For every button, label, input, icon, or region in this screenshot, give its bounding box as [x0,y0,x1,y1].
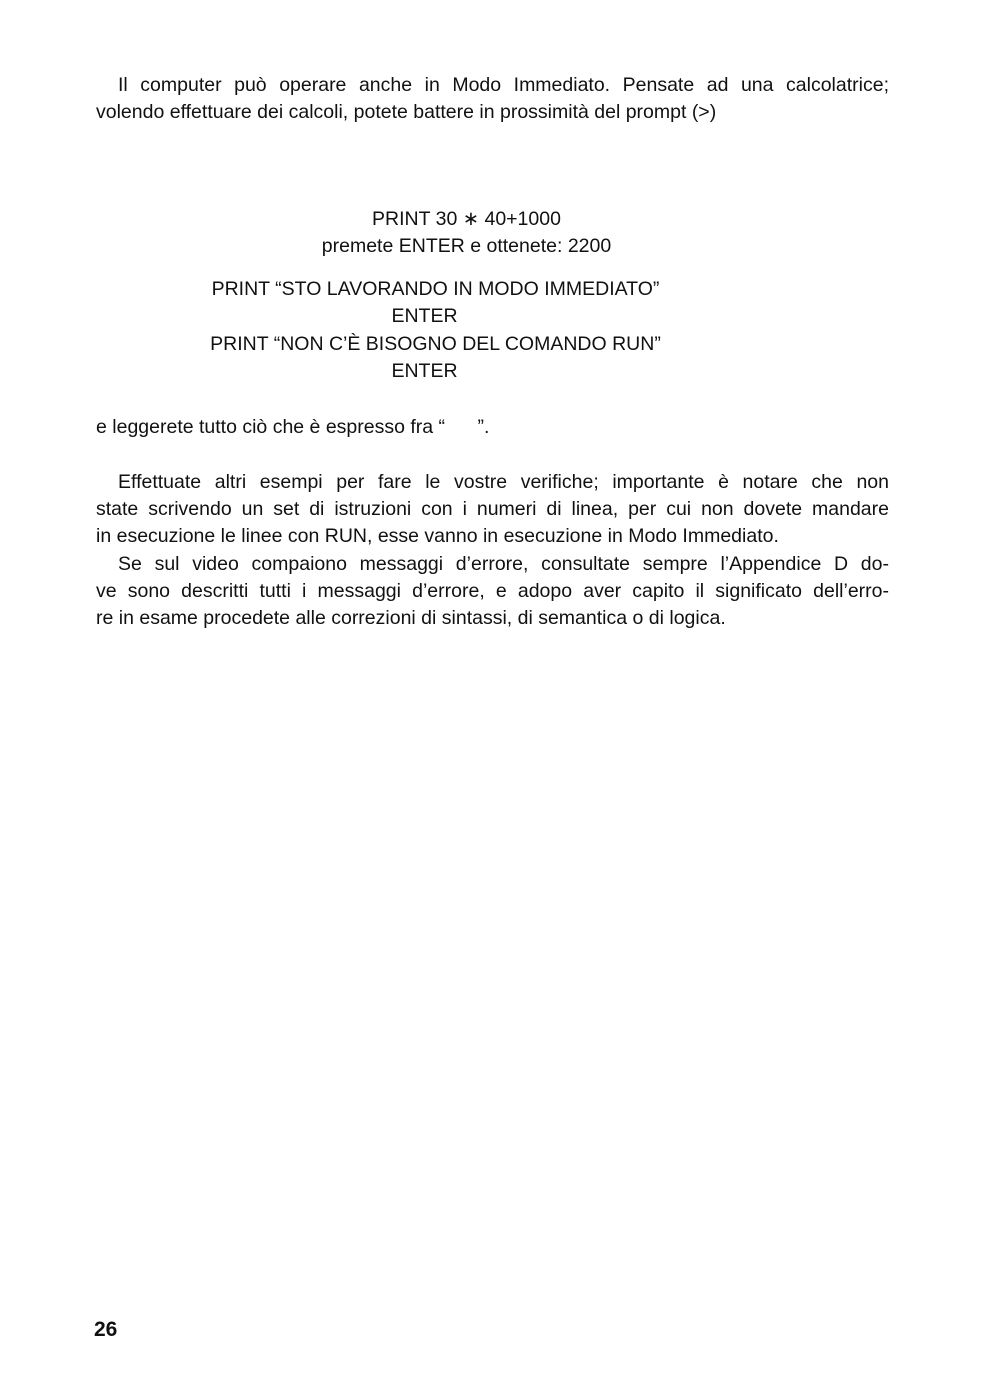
body-p1-line-1: Effettuate altri esempi per fare le vostre verifiche; importante è notare che non [118,471,889,493]
example-enter-2: ENTER [391,360,458,382]
intro-line-1: Il computer può operare anche in Modo Immediato. Pensate ad una calcolatrice; [118,74,889,96]
body-p1-line-2: state scrivendo un set di istruzioni con i numeri di linea, per cui non dovete mandare [96,498,889,520]
body-p2-line-1: Se sul video compaiono messaggi d’errore, consultate sempre l’Appendice D do- [118,553,889,575]
example-print-calc: PRINT 30 ∗ 40+1000 [372,208,561,230]
body-paragraph-2 [96,551,889,632]
body-p2-line-2: ve sono descritti tutti i messaggi d’errore, e adopo aver capito il significato dell’erro- [96,580,889,602]
body-paragraph-1 [96,469,889,550]
example-enter-1: ENTER [391,305,458,327]
body-p1-line-3: in esecuzione le linee con RUN, esse vanno in esecuzione in Modo Immediato. [96,525,779,547]
body-p2-line-3: re in esame procedete alle correzioni di sintassi, di semantica o di logica. [96,607,726,629]
example-print-text-2: PRINT “NON C’È BISOGNO DEL COMANDO RUN” [210,333,661,355]
intro-paragraph [96,72,889,126]
example-result: premete ENTER e ottenete: 2200 [321,235,612,257]
example-print-text-1: PRINT “STO LAVORANDO IN MODO IMMEDIATO” [211,278,660,300]
page-number: 26 [94,1318,118,1341]
intro-line-2: volendo effettuare dei calcoli, potete battere in prossimità del prompt (>) [96,101,717,123]
quote-note: e leggerete tutto ciò che è espresso fra “ ”. [96,416,490,438]
